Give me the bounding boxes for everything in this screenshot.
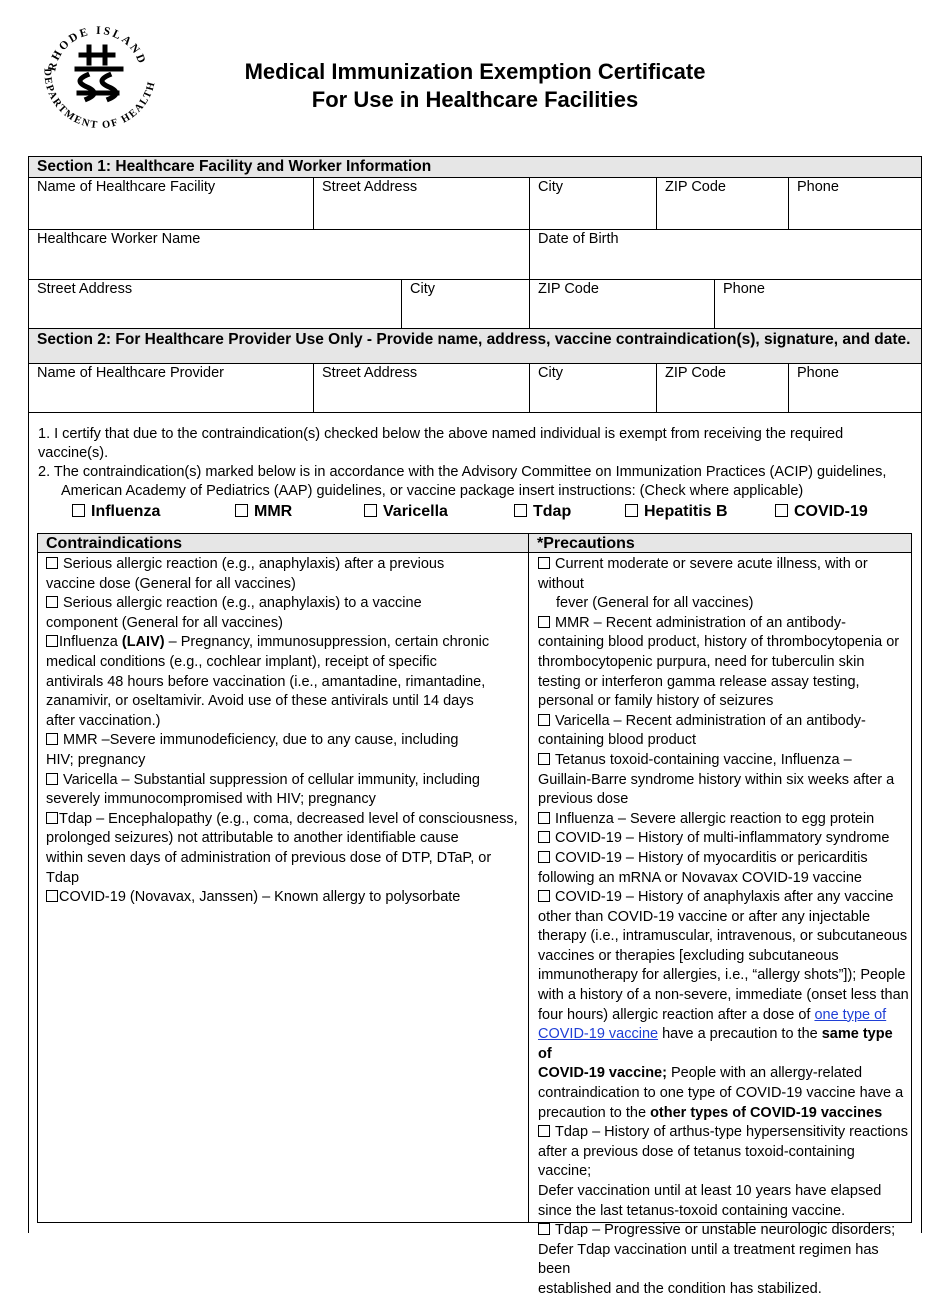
section2-heading: Section 2: For Healthcare Provider Use Only - Provide name, address, vaccine contraindication(s), signature, and date. xyxy=(28,328,922,364)
checkbox-icon[interactable] xyxy=(72,504,85,517)
list-item: COVID-19 – History of anaphylaxis after any vaccine other than COVID-19 vaccine or after any injectable therapy (i.e., intramuscular, intravenous, or subcutaneous vaccines or therapies [excluding subcutaneous immunotherapy for allergies, i.e., “allergy shots”]); People with a history of a non-severe, immediate (onset less than four hours) allergic reaction after a dose of one type of COVID-19 vaccine have a precaution to the same type of COVID-19 vaccine; People with an allergy-related contraindication to one type of COVID-19 vaccine have a precaution to the other types of COVID-19 vaccines xyxy=(538,889,909,1121)
provider-city-field[interactable]: City xyxy=(529,363,657,413)
list-item: Serious allergic reaction (e.g., anaphylaxis) after a previous vaccine dose (General for all vaccines) xyxy=(46,556,445,592)
cert-item-2b: American Academy of Pediatrics (AAP) guidelines, or vaccine package insert instructions: (Check where applicable) xyxy=(61,483,804,499)
title-line-2: For Use in Healthcare Facilities xyxy=(311,87,639,112)
provider-street-field[interactable]: Street Address xyxy=(313,363,530,413)
certification-text xyxy=(38,425,908,501)
checkbox-icon[interactable] xyxy=(514,504,527,517)
worker-name-field[interactable]: Healthcare Worker Name xyxy=(28,229,530,280)
column-divider xyxy=(528,533,529,1223)
cert-item-2a: 2. The contraindication(s) marked below is in accordance with the Advisory Committee on Immunization Practices (ACIP) guidelines, xyxy=(38,464,887,480)
checkbox-icon[interactable] xyxy=(235,504,248,517)
facility-street-field[interactable]: Street Address xyxy=(313,177,530,230)
checkbox-icon[interactable] xyxy=(538,812,550,824)
logo-text-top: RHODE ISLAND xyxy=(46,24,149,73)
list-item: Current moderate or severe acute illness, with or without fever (General for all vaccines) xyxy=(538,556,868,612)
facility-name-field[interactable]: Name of Healthcare Facility xyxy=(28,177,314,230)
checkbox-icon[interactable] xyxy=(46,596,58,608)
list-item: MMR – Recent administration of an antibody- containing blood product, history of thrombocytopenia or thrombocytopenic purpura, need for tuberculin skin testing or interferon gamma release assay testing, personal or family history of seizures xyxy=(538,614,900,710)
checkbox-icon[interactable] xyxy=(538,1125,550,1137)
checkbox-icon[interactable] xyxy=(364,504,377,517)
contraindications-list xyxy=(46,555,524,908)
list-item: COVID-19 (Novavax, Janssen) – Known allergy to polysorbate xyxy=(46,888,524,908)
list-item: Influenza (LAIV) – Pregnancy, immunosuppression, certain chronic medical conditions (e.g., cochlear implant), receipt of specific antivirals 48 hours before vaccination (i.e., amantadine, rimantadine, zanamivir, or oseltamivir. Avoid use of these antivirals until 14 days after vaccination.) xyxy=(46,634,490,729)
worker-city-field[interactable]: City xyxy=(401,279,530,329)
checkbox-icon[interactable] xyxy=(538,890,550,902)
svg-text:DEPARTMENT OF HEALTH xyxy=(41,68,157,131)
worker-street-field[interactable]: Street Address xyxy=(28,279,402,329)
list-item: COVID-19 – History of myocarditis or pericarditis following an mRNA or Novavax COVID-19 vaccine xyxy=(538,849,868,886)
facility-city-field[interactable]: City xyxy=(529,177,657,230)
facility-zip-field[interactable]: ZIP Code xyxy=(656,177,789,230)
checkbox-icon[interactable] xyxy=(538,616,550,628)
provider-name-field[interactable]: Name of Healthcare Provider xyxy=(28,363,314,413)
list-item: MMR –Severe immunodeficiency, due to any cause, including HIV; pregnancy xyxy=(46,732,459,768)
contraindications-heading: Contraindications xyxy=(37,533,529,553)
checkbox-icon[interactable] xyxy=(538,714,550,726)
checkbox-icon[interactable] xyxy=(46,773,58,785)
cert-item-1: 1. I certify that due to the contraindication(s) checked below the above named individual is exempt from receiving the required vaccine(s). xyxy=(38,426,844,461)
provider-zip-field[interactable]: ZIP Code xyxy=(656,363,789,413)
covid-vaccine-type-link-cont[interactable]: COVID-19 vaccine xyxy=(538,1026,659,1043)
list-item: Serious allergic reaction (e.g., anaphylaxis) to a vaccine component (General for all vaccines) xyxy=(46,595,422,631)
vaccine-hepatitis-b[interactable]: Hepatitis B xyxy=(625,503,728,521)
worker-dob-field[interactable]: Date of Birth xyxy=(529,229,922,280)
checkbox-icon[interactable] xyxy=(46,733,58,745)
checkbox-icon[interactable] xyxy=(46,557,58,569)
list-item: Tdap – History of arthus-type hypersensitivity reactions after a previous dose of tetanus toxoid-containing vaccine; Defer vaccination until at least 10 years have elapsed since the last tetanus-toxoid containing vaccine. xyxy=(538,1124,908,1219)
rhode-island-doh-logo xyxy=(33,15,163,140)
checkbox-icon[interactable] xyxy=(46,890,58,902)
title-line-1: Medical Immunization Exemption Certificate xyxy=(244,59,706,84)
checkbox-icon[interactable] xyxy=(538,753,550,765)
checkbox-icon[interactable] xyxy=(46,812,58,824)
vaccine-mmr[interactable]: MMR xyxy=(235,503,292,521)
svg-text:RHODE ISLAND xyxy=(46,25,148,72)
list-item: Varicella – Recent administration of an antibody- containing blood product xyxy=(538,712,866,749)
checkbox-icon[interactable] xyxy=(775,504,788,517)
precautions-list xyxy=(538,555,910,1300)
vaccine-tdap[interactable]: Tdap xyxy=(514,503,571,521)
checkbox-icon[interactable] xyxy=(538,1223,550,1235)
document-title xyxy=(190,58,760,114)
worker-phone-field[interactable]: Phone xyxy=(714,279,922,329)
checkbox-icon[interactable] xyxy=(46,635,58,647)
checkbox-icon[interactable] xyxy=(538,851,550,863)
vaccine-varicella[interactable]: Varicella xyxy=(364,503,448,521)
vaccine-covid-19[interactable]: COVID-19 xyxy=(775,503,868,521)
list-item: Tdap – Encephalopathy (e.g., coma, decreased level of consciousness, prolonged seizures) not attributable to another identifiable cause within seven days of administration of previous dose of DTP, DTaP, or Tdap xyxy=(46,810,518,886)
checkbox-icon[interactable] xyxy=(538,557,550,569)
worker-zip-field[interactable]: ZIP Code xyxy=(529,279,715,329)
checkbox-icon[interactable] xyxy=(625,504,638,517)
vaccine-influenza[interactable]: Influenza xyxy=(72,503,160,521)
list-item: Varicella – Substantial suppression of cellular immunity, including severely immunocompromised with HIV; pregnancy xyxy=(46,771,480,808)
logo-text-bottom: DEPARTMENT OF HEALTH xyxy=(41,68,158,132)
provider-phone-field[interactable]: Phone xyxy=(788,363,922,413)
list-item: Tetanus toxoid-containing vaccine, Influenza – Guillain-Barre syndrome history within six weeks after a previous dose xyxy=(538,751,895,808)
list-item: COVID-19 – History of multi-inflammatory syndrome xyxy=(538,829,910,849)
section1-heading: Section 1: Healthcare Facility and Worker Information xyxy=(28,156,922,178)
list-item: Influenza – Severe allergic reaction to egg protein xyxy=(538,810,910,830)
facility-phone-field[interactable]: Phone xyxy=(788,177,922,230)
list-item: Tdap – Progressive or unstable neurologic disorders; Defer Tdap vaccination until a treatment regimen has been established and the condition has stabilized. xyxy=(538,1222,896,1297)
precautions-heading: *Precautions xyxy=(528,533,912,553)
covid-vaccine-type-link[interactable]: one type of xyxy=(814,1006,887,1023)
checkbox-icon[interactable] xyxy=(538,831,550,843)
